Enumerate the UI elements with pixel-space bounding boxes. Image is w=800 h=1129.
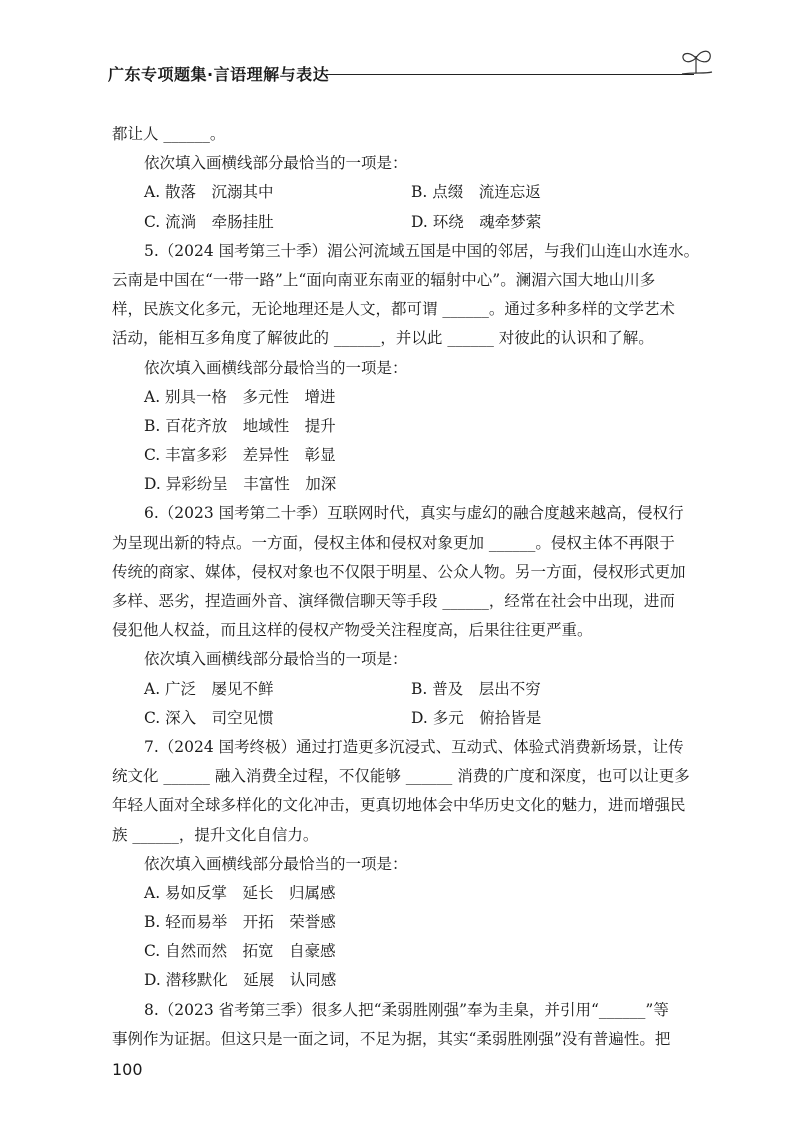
- option-c: C. 流淌 牵肠挂肚: [144, 212, 274, 231]
- option-row: [112, 675, 712, 704]
- option-b: B. 普及 层出不穷: [411, 679, 541, 698]
- option-b: B. 百花齐放 地域性 提升: [144, 416, 336, 435]
- option-row: [112, 178, 712, 207]
- text-line: 族 ______，提升文化自信力。: [112, 825, 319, 844]
- question-prompt: 依次填入画横线部分最恰当的一项是：: [144, 358, 408, 377]
- text-line: 多样、恶劣，捏造画外音、演绎微信聊天等手段 ______，经常在社会中出现，进而: [112, 592, 675, 610]
- question-prompt: 依次填入画横线部分最恰当的一项是：: [144, 650, 408, 669]
- text-line: 统文化 ______ 融入消费全过程，不仅能够 ______ 消费的广度和深度，也可以让更多: [112, 767, 690, 786]
- question-6-line: 6.（2023 国考第二十季）互联网时代，真实与虚幻的融合度越来越高，侵权行: [144, 504, 684, 523]
- sprout-icon: [676, 44, 716, 84]
- header-rule: [326, 74, 694, 75]
- question-5-line: 5.（2024 国考第三十季）湄公河流域五国是中国的邻居，与我们山连山水连水。: [144, 241, 700, 260]
- text-line: 传统的商家、媒体，侵权对象也不仅限于明星、公众人物。另一方面，侵权形式更加: [112, 562, 686, 581]
- text-line: 为呈现出新的特点。一方面，侵权主体和侵权对象更加 ______。侵权主体不再限于: [112, 533, 675, 552]
- question-8-line: 8.（2023 省考第三季）很多人把“柔弱胜刚强”奉为圭臬，并引用“______”等: [144, 1000, 669, 1019]
- question-prompt: 依次填入画横线部分最恰当的一项是：: [144, 854, 408, 873]
- option-row: [112, 704, 712, 733]
- option-c: C. 丰富多彩 差异性 彰显: [144, 446, 336, 465]
- text-line: 年轻人面对全球多样化的文化冲击，更真切地体会中华历史文化的魅力，进而增强民: [112, 796, 686, 815]
- option-d: D. 环绕 魂牵梦萦: [411, 212, 542, 231]
- option-row: [112, 208, 712, 237]
- text-line: 事例作为证据。但这只是一面之词，不足为据，其实“柔弱胜刚强”没有普遍性。把: [112, 1029, 671, 1048]
- option-d: D. 多元 俯拾皆是: [411, 708, 542, 727]
- option-b: B. 轻而易举 开拓 荣誉感: [144, 913, 336, 932]
- text-line: 样，民族文化多元，无论地理还是人文，都可谓 ______。通过多种多样的文学艺术: [112, 300, 675, 319]
- text-line: 云南是中国在“一带一路”上“面向南亚东南亚的辐射中心”。澜湄六国大地山川多: [112, 270, 656, 289]
- option-a: A. 别具一格 多元性 增进: [144, 387, 336, 406]
- page-number: 100: [112, 1060, 143, 1079]
- option-b: B. 点缀 流连忘返: [411, 183, 541, 202]
- option-a: A. 广泛 屡见不鲜: [144, 679, 274, 698]
- option-d: D. 潜移默化 延展 认同感: [144, 971, 337, 990]
- option-d: D. 异彩纷呈 丰富性 加深: [144, 475, 337, 494]
- question-7-line: 7.（2024 国考终极）通过打造更多沉浸式、互动式、体验式消费新场景，让传: [144, 737, 684, 756]
- header-title: 广东专项题集·言语理解与表达: [108, 65, 330, 84]
- page-content: [112, 120, 712, 1054]
- text-line: 侵犯他人权益，而且这样的侵权产物受关注程度高，后果往往更严重。: [112, 621, 593, 640]
- page-header: [108, 62, 718, 88]
- option-a: A. 易如反掌 延长 归属感: [144, 883, 336, 902]
- question-prompt: 依次填入画横线部分最恰当的一项是：: [144, 154, 408, 173]
- option-a: A. 散落 沉溺其中: [144, 183, 274, 202]
- text-line: 活动，能相互多角度了解彼此的 ______，并以此 ______ 对彼此的认识和了解。: [112, 329, 654, 348]
- option-c: C. 深入 司空见惯: [144, 708, 274, 727]
- text-line: 都让人 ______。: [112, 125, 226, 143]
- option-c: C. 自然而然 拓宽 自豪感: [144, 942, 336, 961]
